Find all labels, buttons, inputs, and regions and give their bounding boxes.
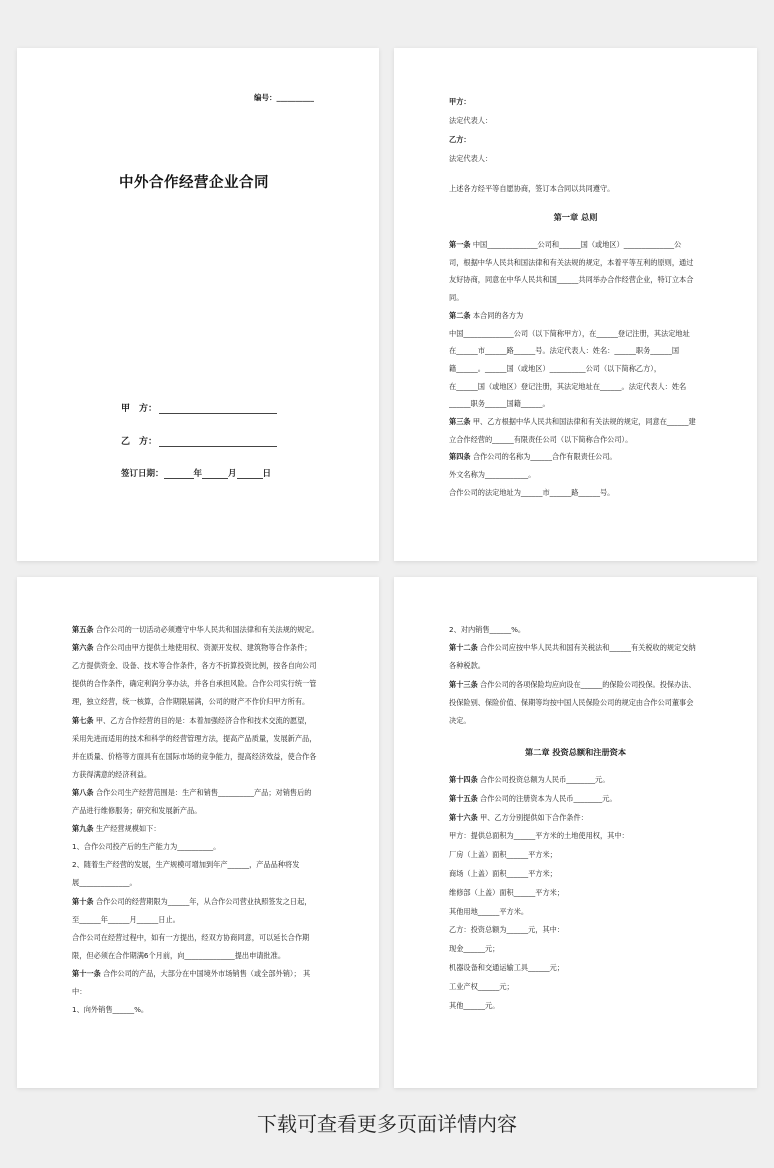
text-line: 第十六条 甲、乙方分别提供如下合作条件： [449,812,588,822]
sign-date-row [121,467,271,479]
text-line: 第二条 本合同的各方为 [449,310,524,320]
text-line: 2、对内销售______%。 [449,625,526,634]
text-line: 法定代表人： [449,116,493,125]
text-line: 现金______元； [449,944,500,954]
text-line: 工业产权______元； [449,981,514,991]
page-2 [394,48,757,561]
text-line: 2、随着生产经营的发展，生产规模可增加到年产______，产品品种将发 [72,860,300,870]
text-line: 其他______元。 [449,1000,500,1010]
text-line: 甲方：提供总面积为______平方米的土地使用权，其中： [449,831,629,841]
text-line: 商场（上盖）面积______平方米； [449,869,557,878]
text-line: 其他用地______平方米。 [449,906,529,916]
text-line: 乙方：投资总额为______元，其中： [449,925,565,935]
text-line: 限，但必须在合作期满6个月前，向______________提出申请批准。 [72,950,286,960]
month-label: 月 [228,469,237,479]
text-line: 第七条 甲、乙方合作经营的目的是：本着加强经济合作和技术交流的愿望， [72,715,312,725]
text-line: ______职务______国籍______。 [449,399,550,409]
text-line: 同。 [449,293,464,303]
party-b-blank [159,437,277,447]
text-line: 1、合作公司投产后的生产能力为__________。 [72,842,221,852]
download-more-text: 下载可查看更多页面详情内容 [257,1112,517,1136]
text-line: 第五条 合作公司的一切活动必须遵守中华人民共和国法律和有关法规的规定。 [72,625,319,634]
cover-page [17,48,379,561]
page-4 [394,577,757,1088]
text-line: 第八条 合作公司生产经营范围是：生产和销售__________产品；对销售后的 [72,787,312,797]
text-line: 维修部（上盖）面积______平方米； [449,887,565,897]
text-line: 第十三条 合作公司的各项保险均应向设在______的保险公司投保。投保办法、 [449,679,696,689]
party-a-row [121,401,277,414]
text-line: 投保险别、保险价值、保期等均按中国人民保险公司的规定由合作公司董事会 [449,697,694,707]
text-line: 在______市______路______号。法定代表人：姓名：______职务______国 [449,346,680,356]
text-line: 第一条 中国______________公司和______国（或地区）______________公 [449,240,682,249]
party-a-blank [159,404,277,414]
contract-title: 中外合作经营企业合同 [119,175,269,191]
text-line: 厂房（上盖）面积______平方米； [449,850,557,860]
text-line: 在______国（或地区）登记注册，其法定地址在______。法定代表人：姓名 [449,381,687,391]
text-line: 甲方： [449,97,471,106]
chapter-2-title: 第二章 投资总额和注册资本 [524,747,627,757]
text-line: 第三条 甲、乙方根据中华人民共和国法律和有关法规的规定，同意在______建 [449,417,696,426]
text-line: 第十条 合作公司的经营期限为______年，从合作公司营业执照签发之日起， [72,896,312,906]
month-blank [202,469,228,479]
day-blank [237,469,263,479]
text-line: 第十五条 合作公司的注册资本为人民币________元。 [449,793,617,803]
text-line: 友好协商，同意在中华人民共和国______共同举办合作经营企业，特订立本合 [449,275,694,285]
text-line: 司，根据中华人民共和国法律和有关法规的规定，本着平等互利的原则，通过 [449,257,694,267]
text-line: 1、向外销售______%。 [72,1005,149,1015]
party-b-label: 乙 方： [121,437,158,447]
contract-number: 编号：__________ [254,93,314,102]
text-line: 第十四条 合作公司投资总额为人民币________元。 [449,775,610,784]
text-line: 第十二条 合作公司应按中华人民共和国有关税法和______有关税收的规定交纳 [449,643,696,653]
year-blank [164,469,194,479]
chapter-1-title: 第一章 总则 [553,212,598,222]
text-line: 中国______________公司（以下简称甲方），在______登记注册，其法定地址 [449,328,690,338]
text-line: 方获得满意的经济利益。 [72,769,152,779]
text-line: 至______年______月______日止。 [72,914,180,924]
text-line: 理，独立经营，统一核算，合作期限届满，公司的财产不作价归甲方所有。 [72,697,310,707]
text-line: 乙方提供资金、设备、技术等合作条件，各方不折算投资比例，按各自向公司 [72,661,317,671]
sign-date-label: 签订日期： [121,469,164,479]
text-line: 乙方： [449,135,471,144]
text-line: 上述各方经平等自愿协商，签订本合同以共同遵守。 [449,184,615,193]
text-line: 第九条 生产经营规模如下： [72,824,161,834]
text-line: 立合作经营的______有限责任公司（以下简称合作公司）。 [449,434,633,444]
text-line: 机器设备和交通运输工具______元； [449,963,565,972]
text-line: 中： [72,987,87,996]
text-line: 提供的合作条件，确定利润分享办法，并各自承担风险。合作公司实行统一管 [72,679,317,689]
party-a-label: 甲 方： [121,404,158,414]
text-line: 外文名称为____________。 [449,470,536,480]
text-line: 合作公司在经营过程中，如有一方提出，经双方协商同意，可以延长合作期 [72,932,310,942]
party-b-row [121,434,277,447]
text-line: 并在质量、价格等方面具有在国际市场的竞争能力，提高经济效益，使合作各 [72,751,317,761]
text-line: 第十一条 合作公司的产品，大部分在中国境外市场销售（或全部外销）； 其 [72,968,311,978]
text-line: 第四条 合作公司的名称为______合作有限责任公司。 [449,452,617,462]
text-line: 采用先进而适用的技术和科学的经营管理方法，提高产品质量，发展新产品， [72,733,317,743]
text-line: 法定代表人： [449,154,493,163]
day-label: 日 [262,469,272,479]
text-line: 产品进行维修服务；研究和发展新产品。 [72,806,202,815]
year-label: 年 [193,469,203,479]
text-line: 合作公司的法定地址为______市______路______号。 [449,487,615,497]
text-line: 第六条 合作公司由甲方提供土地使用权、资源开发权、建筑物等合作条件； [72,643,312,653]
text-line: 展______________。 [72,878,137,888]
page-3 [17,577,379,1088]
text-line: 各种税款。 [449,661,485,671]
text-line: 籍______。______国（或地区）__________公司（以下简称乙方）， [449,363,662,373]
text-line: 决定。 [449,716,471,725]
